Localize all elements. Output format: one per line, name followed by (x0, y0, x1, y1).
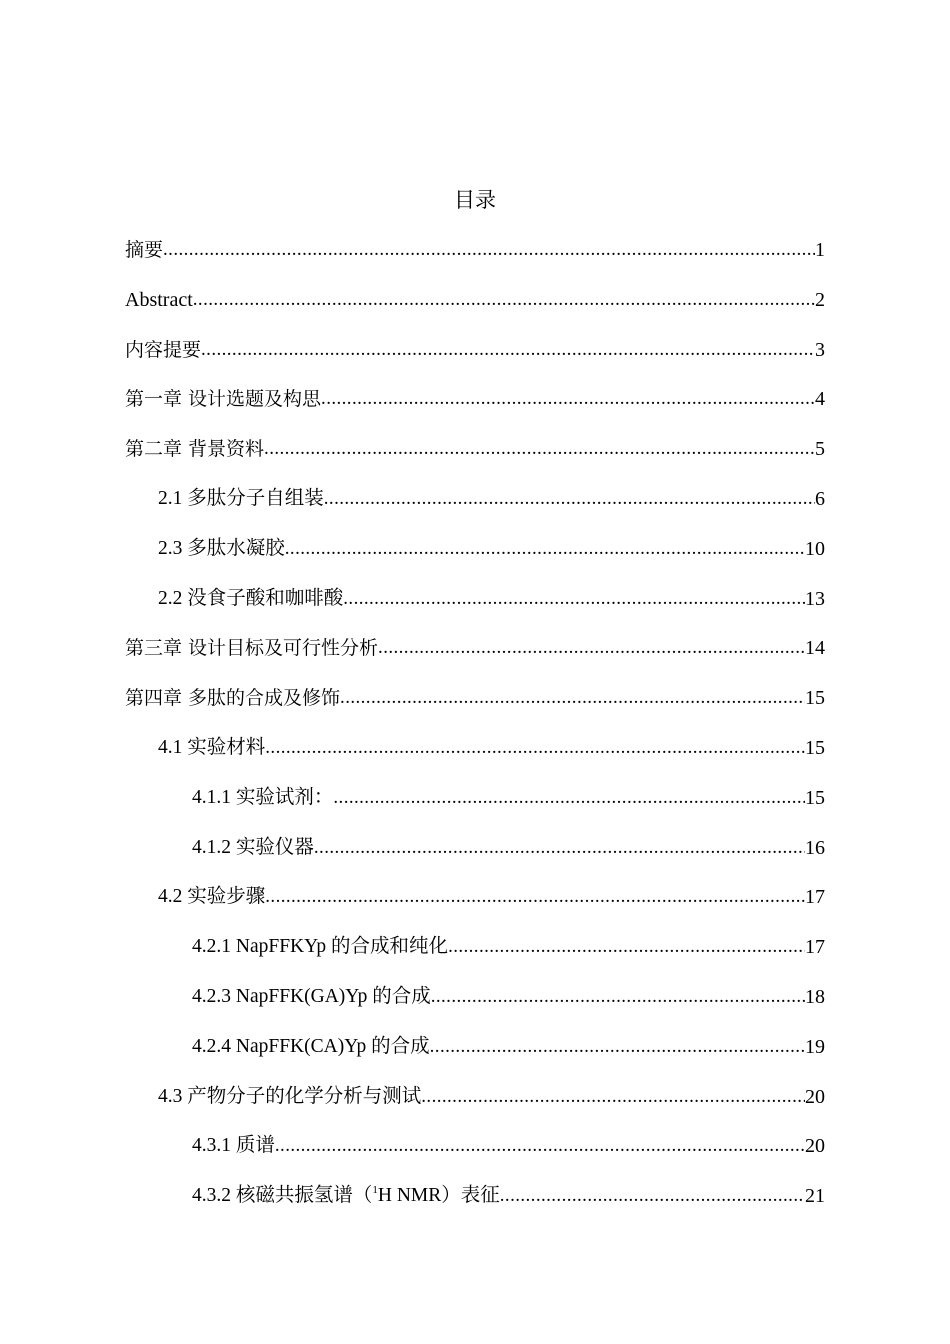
toc-entry[interactable] (0, 833, 950, 883)
toc-entry-page: 21 (805, 1185, 825, 1208)
toc-entry-page: 1 (815, 239, 825, 261)
toc-entry-page: 10 (805, 537, 825, 560)
toc-leader-dots (378, 633, 805, 663)
toc-entry[interactable] (0, 733, 950, 783)
toc-entry[interactable] (0, 335, 950, 385)
toc-leader-dots (285, 534, 805, 564)
toc-entry-page: 15 (805, 736, 825, 759)
toc-leader-dots (430, 1032, 805, 1062)
toc-entry[interactable] (0, 434, 950, 484)
toc-entry-title: 第二章 背景资料 (125, 438, 265, 461)
toc-entry-title: 4.3 产物分子的化学分析与测试 (158, 1085, 422, 1107)
toc-entry[interactable] (0, 384, 950, 434)
toc-entry[interactable] (0, 1032, 950, 1082)
toc-leader-dots (163, 235, 815, 265)
toc-entry-page: 6 (815, 487, 825, 510)
toc-entry[interactable] (0, 534, 950, 584)
toc-entry[interactable] (0, 285, 950, 335)
toc-leader-dots (265, 882, 805, 912)
toc-leader-dots (431, 982, 805, 1012)
toc-entry[interactable] (0, 932, 950, 982)
toc-entry-page: 16 (805, 836, 825, 859)
toc-entry[interactable] (0, 882, 950, 932)
toc-entry[interactable] (0, 1131, 950, 1181)
toc-entry[interactable] (0, 1181, 950, 1231)
toc-leader-dots (333, 783, 805, 813)
toc-entry-page: 18 (805, 985, 825, 1008)
toc-entry-page: 15 (805, 786, 825, 809)
toc-entry-page: 5 (815, 438, 825, 461)
toc-leader-dots (321, 384, 815, 414)
toc-leader-dots (275, 1131, 805, 1161)
toc-entry-title: 摘要 (125, 239, 164, 261)
toc-entry[interactable] (0, 235, 950, 285)
toc-entry-title: 第四章 多肽的合成及修饰 (125, 687, 341, 710)
toc-entry-title: 4.2.4 NapFFK(CA)Yp 的合成 (192, 1035, 430, 1057)
toc-entry-title: 内容提要 (125, 338, 202, 361)
toc-entry-title: 4.2.1 NapFFKYp 的合成和纯化 (192, 936, 449, 958)
toc-entry-page: 4 (815, 388, 825, 411)
toc-entry-title-part: 4.3.2 核磁共振氢谱（ (192, 1185, 373, 1207)
toc-entry[interactable] (0, 683, 950, 733)
toc-entry-page: 17 (805, 936, 825, 959)
toc-entry-page: 2 (815, 288, 825, 311)
toc-entry[interactable] (0, 484, 950, 534)
toc-entry-title: 4.2.3 NapFFK(GA)Yp 的合成 (192, 985, 431, 1007)
toc-entry-title: 2.1 多肽分子自组装 (158, 487, 324, 509)
toc-leader-dots (201, 335, 815, 365)
superscript-mass-number: 1 (372, 1184, 378, 1197)
toc-entry-title: Abstract (125, 288, 193, 311)
toc-entry-title: 4.1.1 实验试剂： (192, 786, 334, 808)
toc-entry-page: 17 (805, 886, 825, 909)
toc-entry-page: 13 (805, 587, 825, 610)
toc-leader-dots (264, 434, 815, 464)
toc-list (0, 235, 950, 1231)
toc-leader-dots (265, 733, 805, 763)
toc-leader-dots (500, 1181, 805, 1211)
toc-entry[interactable] (0, 633, 950, 683)
toc-entry-title: 2.2 没食子酸和咖啡酸 (158, 587, 344, 609)
toc-entry[interactable] (0, 982, 950, 1032)
toc-leader-dots (314, 833, 805, 863)
toc-entry-title: 4.1 实验材料 (158, 736, 266, 758)
toc-entry-page: 20 (805, 1135, 825, 1158)
toc-leader-dots (340, 683, 805, 713)
toc-entry-page: 19 (805, 1035, 825, 1058)
toc-leader-dots (343, 584, 805, 614)
toc-leader-dots (421, 1082, 805, 1112)
toc-entry[interactable] (0, 584, 950, 634)
toc-entry-title: 4.2 实验步骤 (158, 886, 266, 908)
toc-entry[interactable] (0, 783, 950, 833)
toc-entry-page: 14 (805, 637, 825, 660)
toc-entry-title-part: H NMR）表征 (377, 1185, 500, 1207)
toc-entry-page: 20 (805, 1085, 825, 1108)
toc-entry-title: 4.1.2 实验仪器 (192, 836, 314, 858)
toc-leader-dots (193, 285, 815, 315)
toc-entry-title: 第一章 设计选题及构思 (125, 388, 322, 411)
toc-entry-title: 4.3.1 质谱 (192, 1135, 275, 1157)
toc-entry-title: 第三章 设计目标及可行性分析 (125, 637, 379, 660)
toc-leader-dots (448, 932, 805, 962)
toc-entry-page: 3 (815, 338, 825, 361)
toc-entry[interactable] (0, 1082, 950, 1132)
toc-entry-title (192, 1181, 500, 1211)
toc-entry-title: 2.3 多肽水凝胶 (158, 537, 285, 559)
toc-leader-dots (324, 484, 815, 514)
toc-title: 目录 (454, 188, 496, 212)
toc-entry-page: 15 (805, 687, 825, 710)
